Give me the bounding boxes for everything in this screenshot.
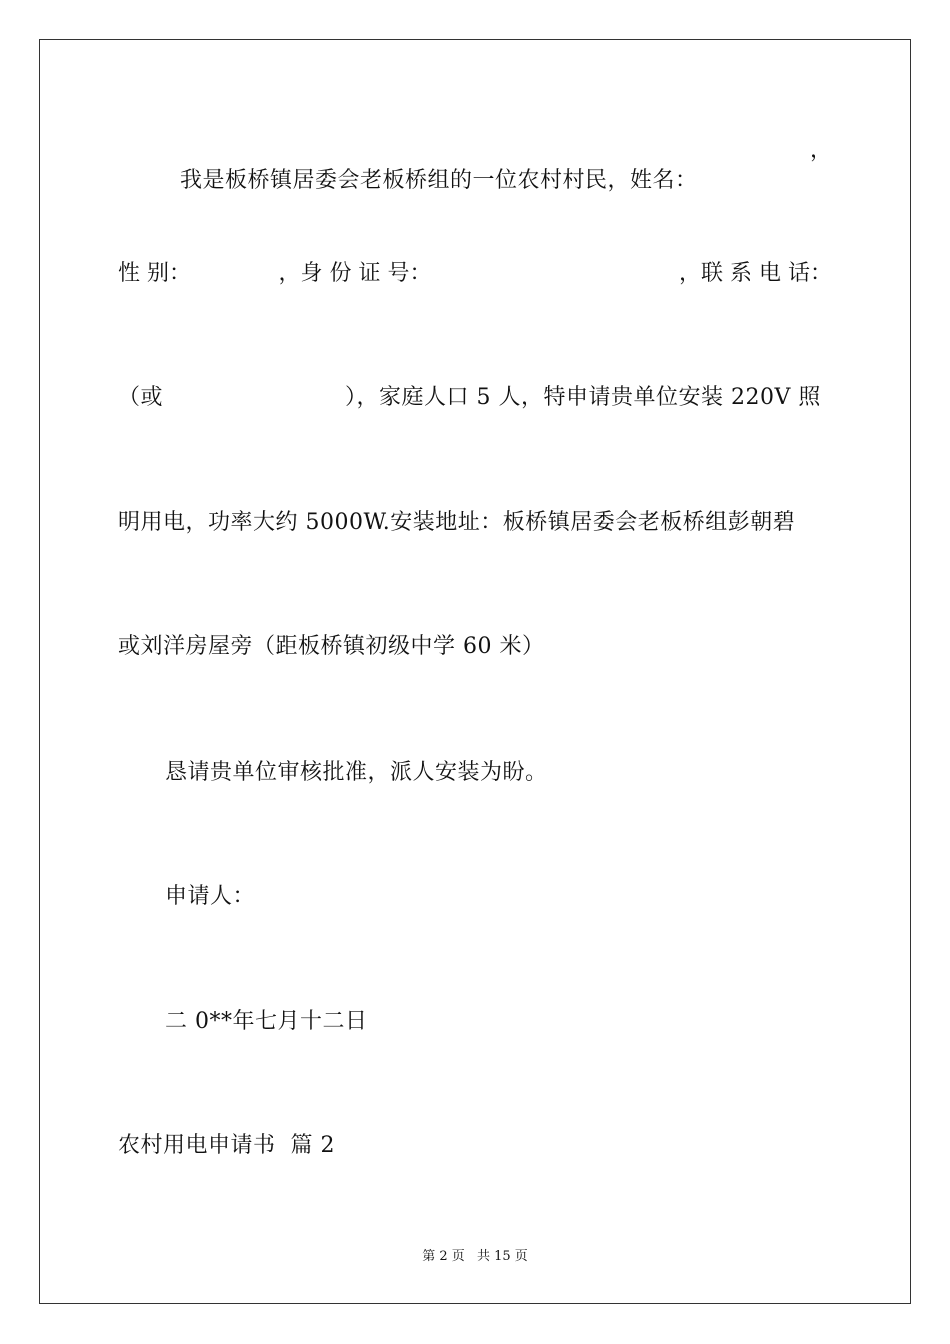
intro-text: 我是板桥镇居委会老板桥组的一位农村村民，姓名： bbox=[180, 168, 698, 193]
paragraph-line-5: 或刘洋房屋旁（距板桥镇初级中学 60 米） bbox=[118, 634, 545, 659]
section-heading: 农村用电申请书 篇 2 bbox=[118, 1133, 335, 1158]
applicant-label: 申请人： bbox=[165, 884, 256, 909]
paragraph-line-4: 明用电，功率大约 5000W.安装地址：板桥镇居委会老板桥组彭朝碧 bbox=[118, 510, 796, 535]
alt-phone-open: （或 bbox=[118, 385, 164, 410]
id-number-label: ，身 份 证 号： bbox=[278, 261, 432, 286]
household-request-text: ），家庭人口 5 人，特申请贵单位安装 220V 照 bbox=[345, 385, 821, 410]
paragraph-line-1 bbox=[165, 136, 698, 196]
phone-label: ，联 系 电 话： bbox=[679, 261, 832, 286]
name-blank-end: ， bbox=[810, 138, 833, 163]
page-border bbox=[39, 39, 911, 1304]
page-footer bbox=[0, 1249, 950, 1265]
page-total: 共 15 页 bbox=[476, 1249, 528, 1264]
gender-label: 性 别： bbox=[118, 261, 191, 286]
paragraph-line-2 bbox=[118, 259, 832, 289]
page-number: 第 2 页 bbox=[422, 1249, 465, 1264]
application-date: 二 0**年七月十二日 bbox=[165, 1009, 368, 1034]
approval-request: 恳请贵单位审核批准，派人安装为盼。 bbox=[165, 760, 548, 785]
